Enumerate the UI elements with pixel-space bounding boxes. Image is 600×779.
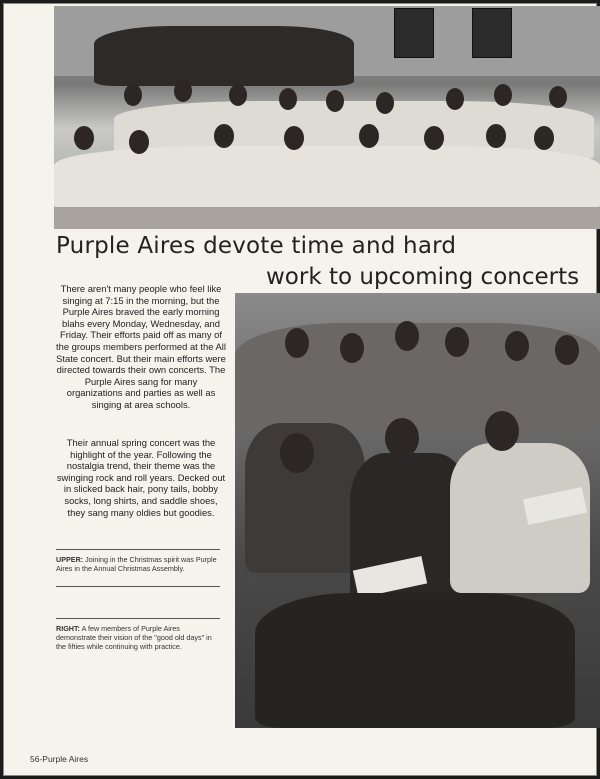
photo-singer-head	[446, 88, 464, 110]
yearbook-page	[3, 3, 597, 776]
upper-photo-choir	[54, 6, 600, 229]
photo-singer-head	[555, 335, 579, 365]
photo-singer-head	[494, 84, 512, 106]
photo-singer-head	[395, 321, 419, 351]
caption-right-text: A few members of Purple Aires demonstrate their vision of the "good old days" in the fifties while continuing with practice.	[56, 624, 212, 651]
photo-back-row	[94, 26, 354, 86]
photo-front-row	[54, 146, 600, 211]
right-photo-singers	[235, 293, 600, 728]
photo-singer-head	[326, 90, 344, 112]
body-paragraph-2: Their annual spring concert was the highlight of the year. Following the nostalgia trend, their theme was the swinging rock and roll years. Decked out in slicked back hair, pony tails, bobby socks, long shirts, and saddle shoes, they sang many oldies but goodies.	[56, 437, 226, 518]
caption-rule	[56, 618, 220, 619]
photo-singer-head	[124, 84, 142, 106]
photo-singer-head	[129, 130, 149, 154]
body-paragraph-1: There aren't many people who feel like singing at 7:15 in the morning, but the Purple Aires braved the early morning blahs every Monday, Wednesday, and Friday. Their efforts paid off as many of the groups members performed at the All State concert. But their main efforts were directed towards their own concerts. The Purple Aires sang for many organizations and parties as well as singing at area schools.	[56, 283, 226, 410]
photo-scoreboard-right	[472, 8, 512, 58]
photo-singer-head	[340, 333, 364, 363]
caption-right	[56, 624, 220, 651]
photo-singer-head	[549, 86, 567, 108]
photo-singer-head	[385, 418, 419, 458]
caption-right-lead: RIGHT:	[56, 624, 80, 633]
photo-singer-head	[214, 124, 234, 148]
caption-upper	[56, 555, 220, 573]
photo-singer-head	[74, 126, 94, 150]
photo-lower-bodies	[255, 593, 575, 728]
photo-singer-head	[505, 331, 529, 361]
photo-singer-head	[280, 433, 314, 473]
caption-rule	[56, 586, 220, 587]
photo-scoreboard-left	[394, 8, 434, 58]
photo-singer-head	[376, 92, 394, 114]
caption-upper-lead: UPPER:	[56, 555, 84, 564]
photo-singer-head	[486, 124, 506, 148]
photo-singer-head	[424, 126, 444, 150]
caption-rule	[56, 549, 220, 550]
photo-singer-head	[485, 411, 519, 451]
photo-singer-head	[285, 328, 309, 358]
photo-singer-head	[359, 124, 379, 148]
headline-line-1: Purple Aires devote time and hard	[56, 233, 457, 259]
page-folio: 56-Purple Aires	[30, 754, 89, 764]
photo-singer-head	[445, 327, 469, 357]
photo-floor	[54, 207, 600, 229]
headline-line-2: work to upcoming concerts	[266, 264, 580, 290]
caption-upper-text: Joining in the Christmas spirit was Purple Aires in the Annual Christmas Assembly.	[56, 555, 217, 573]
photo-singer-head	[279, 88, 297, 110]
photo-singer-head	[229, 84, 247, 106]
photo-singer-head	[534, 126, 554, 150]
photo-front-singer-right	[450, 443, 590, 593]
photo-singer-head	[174, 80, 192, 102]
photo-singer-head	[284, 126, 304, 150]
